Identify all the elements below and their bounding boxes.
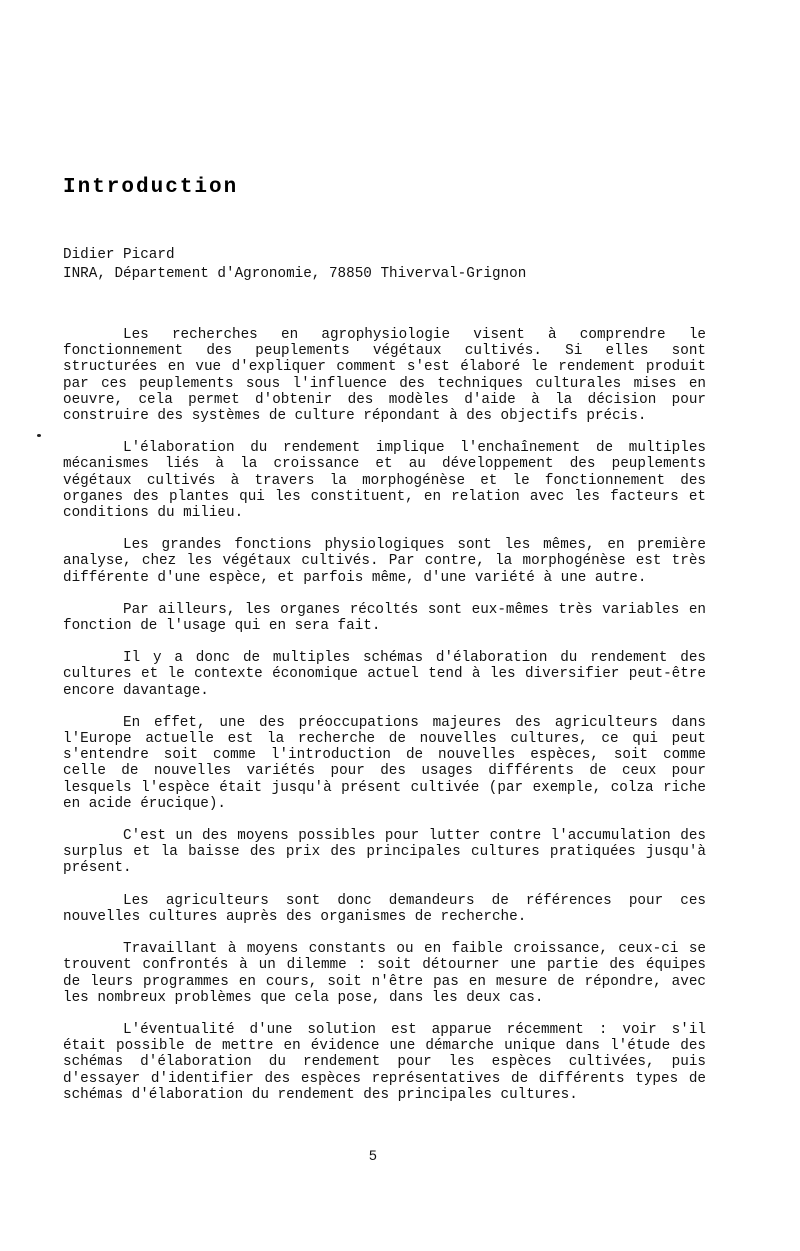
author-block — [63, 246, 526, 284]
author-name: Didier Picard — [63, 247, 175, 263]
paragraph: Travaillant à moyens constants ou en faible croissance, ceux-ci se trouvent confrontés à un dilemme : soit détourner une partie des équipes de leurs programmes en cours, soit n'être pas en mesure de répondre, avec les nombreux problèmes que cela pose, dans les deux cas. — [63, 941, 706, 1006]
paragraph: L'élaboration du rendement implique l'enchaînement de multiples mécanismes liés à la croissance et au développement des peuplements végétaux cultivés à travers la morphogénèse et le fonctionnement des organes des plantes qui les constituent, en relation avec les facteurs et conditions du milieu. — [63, 440, 706, 522]
paragraph: Il y a donc de multiples schémas d'élaboration du rendement des cultures et le contexte économique actuel tend à les diversifier peut-être encore davantage. — [63, 650, 706, 699]
page-number: 5 — [369, 1147, 377, 1163]
author-affiliation: INRA, Département d'Agronomie, 78850 Thiverval-Grignon — [63, 266, 527, 282]
paragraph: Par ailleurs, les organes récoltés sont eux-mêmes très variables en fonction de l'usage qui en sera fait. — [63, 601, 706, 635]
paragraph: C'est un des moyens possibles pour lutter contre l'accumulation des surplus et la baisse des prix des principales cultures pratiquées jusqu'à présent. — [63, 828, 706, 877]
paragraph: Les grandes fonctions physiologiques sont les mêmes, en première analyse, chez les végétaux cultivés. Par contre, la morphogénèse est très différente d'une espèce, et parfois même, d'une variété à une autre. — [63, 537, 706, 586]
paragraph: En effet, une des préoccupations majeures des agriculteurs dans l'Europe actuelle est la recherche de nouvelles cultures, ce qui peut s'entendre soit comme l'introduction de nouvelles espèces, soit comme celle de nouvelles variétés pour des usages différents de ceux pour lesquels l'espèce était jusqu'à présent cultivée (par exemple, colza riche en acide érucique). — [63, 714, 706, 812]
paragraph: Les recherches en agrophysiologie visent à comprendre le fonctionnement des peuplements végétaux cultivés. Si elles sont structurées en vue d'expliquer comment s'est élaboré le rendement produit par ces peuplements sous l'influence des techniques culturales mises en oeuvre, cela permet d'obtenir des modèles d'aide à la décision pour construire des systèmes de culture répondant à des objectifs précis. — [63, 327, 706, 425]
paragraph: Les agriculteurs sont donc demandeurs de références pour ces nouvelles cultures auprès des organismes de recherche. — [63, 892, 706, 925]
page-title: Introduction — [63, 176, 239, 199]
paragraph: L'éventualité d'une solution est apparue récemment : voir s'il était possible de mettre en évidence une démarche unique dans l'étude des schémas d'élaboration du rendement pour les espèces cultivées, puis d'essayer d'identifier des espèces représentatives de différents types de schémas d'élaboration du rendement des principales cultures. — [63, 1021, 706, 1103]
scan-speck — [37, 434, 41, 437]
body-text — [63, 327, 706, 1119]
